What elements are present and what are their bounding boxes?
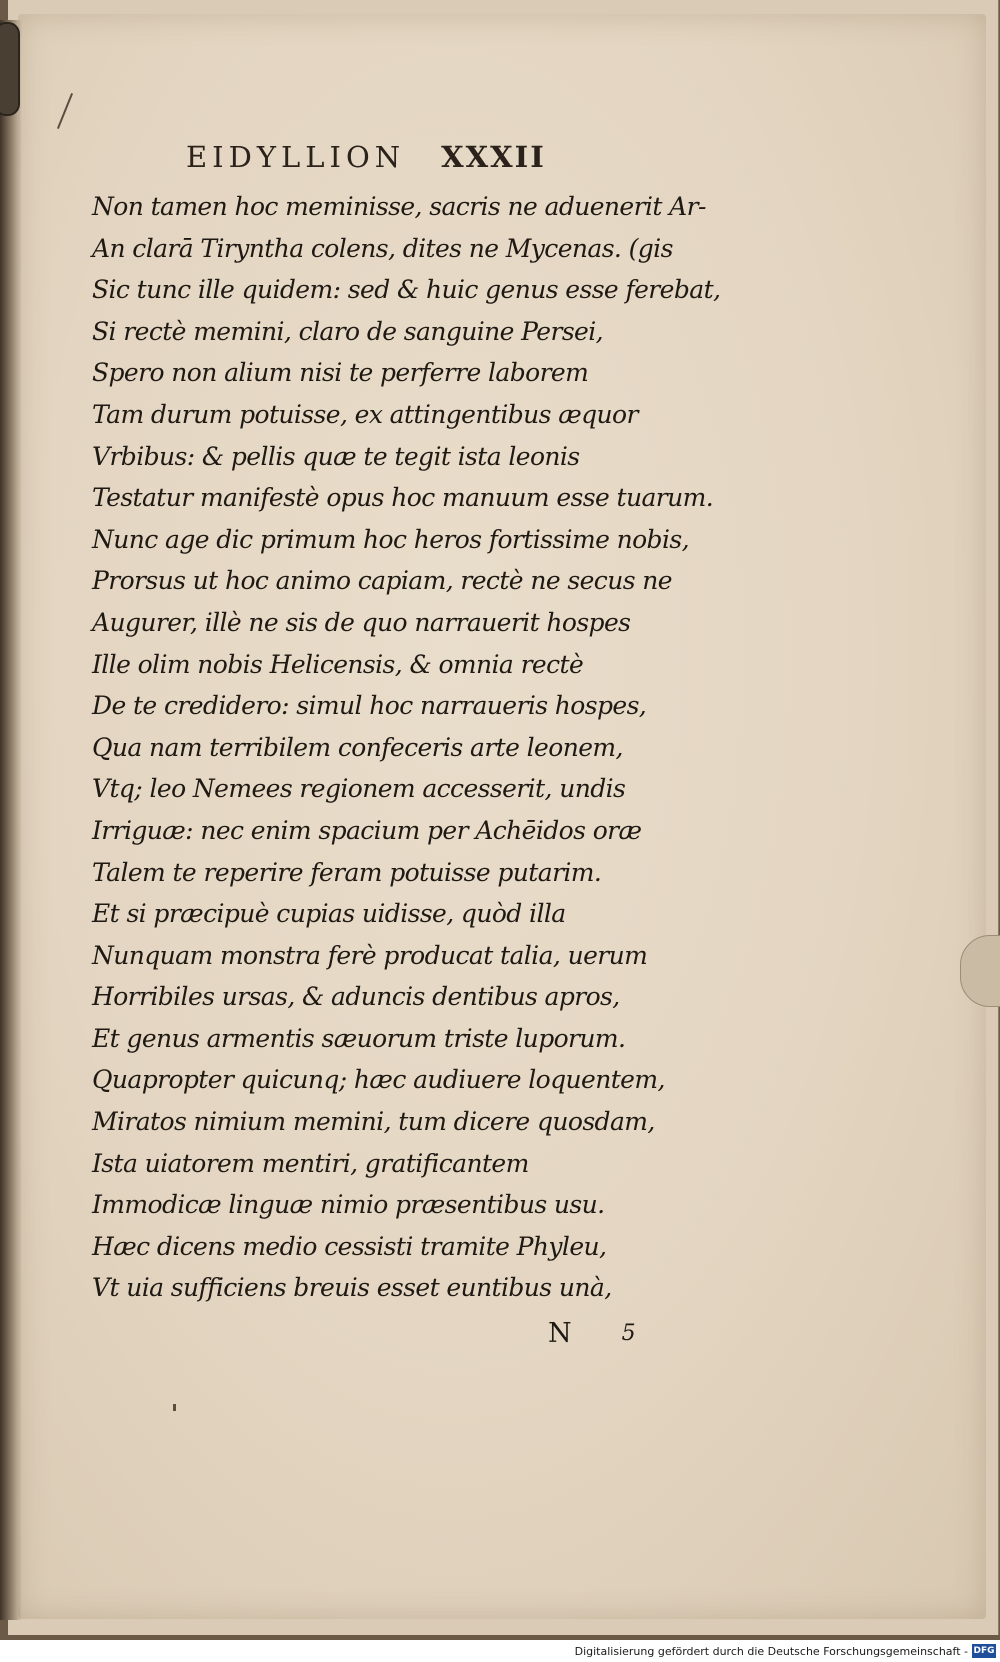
- verse-line: Si rectè memini, claro de sanguine Persei,: [92, 316, 603, 346]
- verse-line: An clarā Tiryntha colens, dites ne Mycenas. (gis: [92, 233, 673, 263]
- header-number: XXXII: [441, 140, 546, 174]
- verse-line: Immodicæ linguæ nimio præsentibus usu.: [92, 1190, 605, 1220]
- page-tab: [960, 935, 1000, 1007]
- verse-line: Augurer, illè ne sis de quo narrauerit hospes: [92, 607, 631, 637]
- verse-line: Miratos nimium memini, tum dicere quosdam,: [92, 1107, 655, 1137]
- header-title: EIDYLLION: [186, 140, 406, 174]
- binding-gutter: [0, 20, 22, 1620]
- verse-line: De te credidero: simul hoc narraueris hospes,: [92, 691, 647, 721]
- verse-line: Sic tunc ille quidem: sed & huic genus esse ferebat,: [92, 275, 721, 305]
- dfg-logo-icon: DFG: [973, 1646, 995, 1656]
- footer-credit: Digitalisierung gefördert durch die Deutsche Forschungsgemeinschaft -: [574, 1644, 968, 1658]
- verse-line: Et genus armentis sæuorum triste luporum.: [92, 1023, 626, 1053]
- verse-line: Non tamen hoc meminisse, sacris ne aduenerit Ar-: [92, 192, 706, 221]
- signature-number: 5: [621, 1320, 636, 1346]
- verse-line: Talem te reperire feram potuisse putarim.: [92, 857, 602, 887]
- verse-line: Hæc dicens medio cessisti tramite Phyleu,: [92, 1231, 607, 1261]
- verse-line: Spero non alium nisi te perferre laborem: [92, 358, 589, 388]
- verse-line: Testatur manifestè opus hoc manuum esse tuarum.: [92, 483, 714, 513]
- binding-ring: [0, 22, 20, 116]
- verse-line: Vtq; leo Nemees regionem accesserit, undis: [92, 774, 626, 804]
- verse-line: Irriguæ: nec enim spacium per Achēidos oræ: [92, 815, 642, 845]
- signature-mark: [548, 1313, 648, 1353]
- verse-block: [92, 186, 721, 1309]
- running-header: [186, 137, 606, 177]
- verse-line: Nunquam monstra ferè producat talia, uerum: [92, 940, 648, 970]
- verse-line: Vrbibus: & pellis quæ te tegit ista leonis: [92, 441, 580, 471]
- signature-letter: N: [548, 1317, 572, 1349]
- verse-line: Qua nam terribilem confeceris arte leonem,: [92, 732, 623, 762]
- digitization-footer: [0, 1640, 1000, 1662]
- verse-line: Et si præcipuè cupias uidisse, quòd illa: [92, 899, 566, 929]
- verse-line: Tam durum potuisse, ex attingentibus æquor: [92, 399, 638, 429]
- ink-mark: [173, 1404, 176, 1411]
- verse-line: Vt uia sufficiens breuis esset euntibus unà,: [92, 1273, 612, 1303]
- verse-line: Quapropter quicunq; hæc audiuere loquentem,: [92, 1065, 665, 1095]
- verse-line: Prorsus ut hoc animo capiam, rectè ne secus ne: [92, 566, 672, 596]
- verse-line: Nunc age dic primum hoc heros fortissime nobis,: [92, 524, 689, 554]
- verse-line: Ille olim nobis Helicensis, & omnia rectè: [92, 649, 584, 679]
- verse-line: Ista uiatorem mentiri, gratificantem: [92, 1148, 529, 1178]
- verse-line: Horribiles ursas, & aduncis dentibus apros,: [92, 982, 620, 1012]
